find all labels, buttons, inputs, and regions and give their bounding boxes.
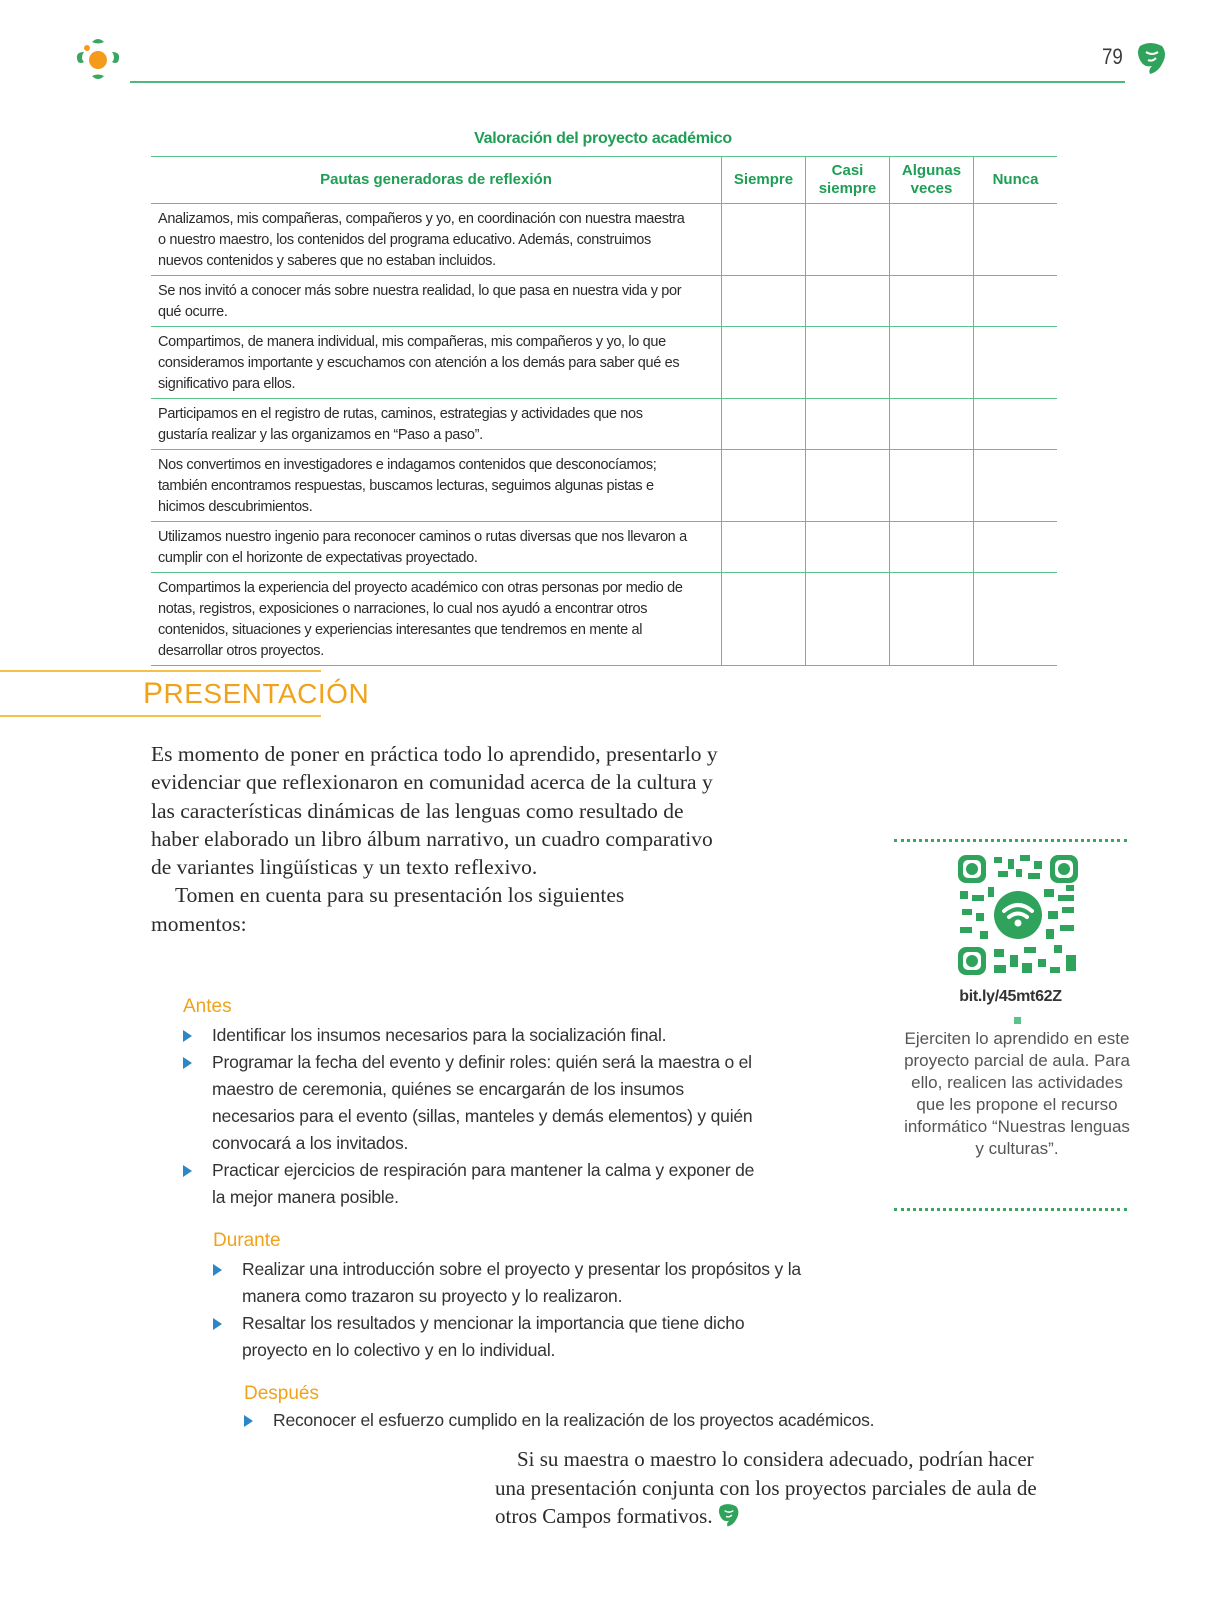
check-cell-siempre[interactable] — [722, 573, 806, 666]
sidebar-dotted-rule-bottom — [894, 1208, 1127, 1211]
check-cell-casi-siempre[interactable] — [806, 450, 890, 522]
col-header-algunas-veces: Algunas veces — [890, 157, 974, 204]
row-statement: Compartimos, de manera individual, mis compañeras, mis compañeros y yo, lo que consideramos importante y escuchamos con atención a los demás para saber qué es significativo para ellos. — [151, 327, 722, 399]
check-cell-algunas-veces[interactable] — [890, 573, 974, 666]
check-cell-nunca[interactable] — [974, 573, 1058, 666]
row-statement: Utilizamos nuestro ingenio para reconocer caminos o rutas diversas que nos llevaron a cumplir con el horizonte de expectativas proyectado. — [151, 522, 722, 573]
table-row — [151, 399, 1057, 450]
check-cell-nunca[interactable] — [974, 522, 1058, 573]
col-header-siempre: Siempre — [722, 157, 806, 204]
table-row — [151, 573, 1057, 666]
check-cell-siempre[interactable] — [722, 327, 806, 399]
closing-paragraph: Si su maestra o maestro lo considera adecuado, podrían hacer una presentación conjunta con los proyectos parciales de aula de otros Campos formativos. — [495, 1447, 1037, 1528]
check-cell-casi-siempre[interactable] — [806, 204, 890, 276]
despues-heading: Después — [244, 1383, 319, 1404]
check-cell-algunas-veces[interactable] — [890, 450, 974, 522]
check-cell-casi-siempre[interactable] — [806, 276, 890, 327]
list-item: Programar la fecha del evento y definir roles: quién será la maestra o el maestro de ceremonia, quiénes se encargarán de los insumos necesarios para el evento (sillas, manteles y demás elementos) y quién convocará a los invitados. — [183, 1049, 763, 1157]
sidebar-dotted-rule-top — [894, 839, 1127, 842]
table-row — [151, 450, 1057, 522]
check-cell-nunca[interactable] — [974, 399, 1058, 450]
table-row — [151, 276, 1057, 327]
list-item: Identificar los insumos necesarios para la socialización final. — [183, 1022, 763, 1049]
check-cell-algunas-veces[interactable] — [890, 204, 974, 276]
bullet-icon — [183, 1165, 192, 1177]
sidebar-text: Ejerciten lo aprendido en este proyecto parcial de aula. Para ello, realicen las actividades que les propone el recurso informático “Nuestras lenguas y culturas”. — [904, 1029, 1130, 1158]
check-cell-nunca[interactable] — [974, 327, 1058, 399]
row-statement: Compartimos la experiencia del proyecto académico con otras personas por medio de notas, registros, exposiciones o narraciones, lo cual nos ayudó a encontrar otros contenidos, situaciones y experiencias interesantes que tendremos en mente al desarrollar otros proyectos. — [151, 573, 722, 666]
header-rule — [130, 81, 1125, 83]
durante-list — [213, 1256, 803, 1364]
check-cell-casi-siempre[interactable] — [806, 522, 890, 573]
col-header-casi-siempre: Casi siempre — [806, 157, 890, 204]
antes-list — [183, 1022, 763, 1211]
bullet-icon — [213, 1264, 222, 1276]
small-square-icon — [1014, 1017, 1021, 1024]
table-title: Valoración del proyecto académico — [474, 130, 732, 147]
table-row — [151, 522, 1057, 573]
check-cell-siempre[interactable] — [722, 276, 806, 327]
intro-paragraph: Tomen en cuenta para su presentación los siguientes momentos: — [151, 883, 625, 936]
evaluation-table — [151, 156, 1057, 666]
despues-block — [244, 1383, 944, 1434]
row-statement: Participamos en el registro de rutas, caminos, estrategias y actividades que nos gustaría realizar y las organizamos en “Paso a paso”. — [151, 399, 722, 450]
bullet-icon — [213, 1318, 222, 1330]
qr-code-icon[interactable] — [958, 855, 1078, 975]
list-item: Reconocer el esfuerzo cumplido en la realización de los proyectos académicos. — [244, 1407, 944, 1434]
section-title: PRESENTACIÓN — [143, 677, 370, 710]
page-number: 79 — [1102, 44, 1123, 69]
bullet-icon — [244, 1415, 253, 1427]
check-cell-siempre[interactable] — [722, 522, 806, 573]
section-rule-bottom — [0, 715, 321, 717]
list-item: Resaltar los resultados y mencionar la importancia que tiene dicho proyecto en lo colectivo y en lo individual. — [213, 1310, 803, 1364]
antes-block — [183, 996, 763, 1211]
check-cell-casi-siempre[interactable] — [806, 573, 890, 666]
end-leaf-icon — [717, 1502, 741, 1528]
check-cell-algunas-veces[interactable] — [890, 276, 974, 327]
durante-heading: Durante — [213, 1230, 281, 1251]
bullet-icon — [183, 1057, 192, 1069]
section-rule-top — [0, 670, 321, 672]
table-row — [151, 204, 1057, 276]
check-cell-nunca[interactable] — [974, 276, 1058, 327]
check-cell-siempre[interactable] — [722, 450, 806, 522]
resource-link[interactable]: bit.ly/45mt62Z — [959, 988, 1062, 1005]
check-cell-casi-siempre[interactable] — [806, 327, 890, 399]
list-item: Practicar ejercicios de respiración para mantener la calma y exponer de la mejor manera posible. — [183, 1157, 763, 1211]
check-cell-algunas-veces[interactable] — [890, 327, 974, 399]
check-cell-nunca[interactable] — [974, 204, 1058, 276]
durante-block — [213, 1230, 803, 1364]
check-cell-casi-siempre[interactable] — [806, 399, 890, 450]
logo-icon — [72, 34, 124, 86]
row-statement: Nos convertimos en investigadores e indagamos contenidos que desconocíamos; también encontramos respuestas, buscamos lecturas, seguimos algunas pistas e hicimos descubrimientos. — [151, 450, 722, 522]
check-cell-siempre[interactable] — [722, 399, 806, 450]
check-cell-algunas-veces[interactable] — [890, 399, 974, 450]
check-cell-nunca[interactable] — [974, 450, 1058, 522]
col-header-pautas: Pautas generadoras de reflexión — [151, 157, 722, 204]
col-header-nunca: Nunca — [974, 157, 1058, 204]
intro-text — [151, 740, 721, 938]
row-statement: Se nos invitó a conocer más sobre nuestra realidad, lo que pasa en nuestra vida y por qué ocurre. — [151, 276, 722, 327]
row-statement: Analizamos, mis compañeras, compañeros y yo, en coordinación con nuestra maestra o nuestro maestro, los contenidos del programa educativo. Además, construimos nuevos contenidos y saberes que no estaban incluidos. — [151, 204, 722, 276]
list-item: Realizar una introducción sobre el proyecto y presentar los propósitos y la manera como trazaron su proyecto y lo realizaron. — [213, 1256, 803, 1310]
antes-heading: Antes — [183, 996, 232, 1017]
bullet-icon — [183, 1030, 192, 1042]
despues-list — [244, 1407, 944, 1434]
closing-text — [495, 1445, 1055, 1531]
check-cell-algunas-veces[interactable] — [890, 522, 974, 573]
table-row — [151, 327, 1057, 399]
corner-leaf-icon — [1136, 40, 1168, 76]
intro-paragraph: Es momento de poner en práctica todo lo aprendido, presentarlo y evidenciar que reflexionaron en comunidad acerca de la cultura y las características dinámicas de las lenguas como resultado de haber elaborado un libro álbum narrativo, un cuadro comparativo de variantes lingüísticas y un texto reflexivo. — [151, 742, 718, 880]
check-cell-siempre[interactable] — [722, 204, 806, 276]
